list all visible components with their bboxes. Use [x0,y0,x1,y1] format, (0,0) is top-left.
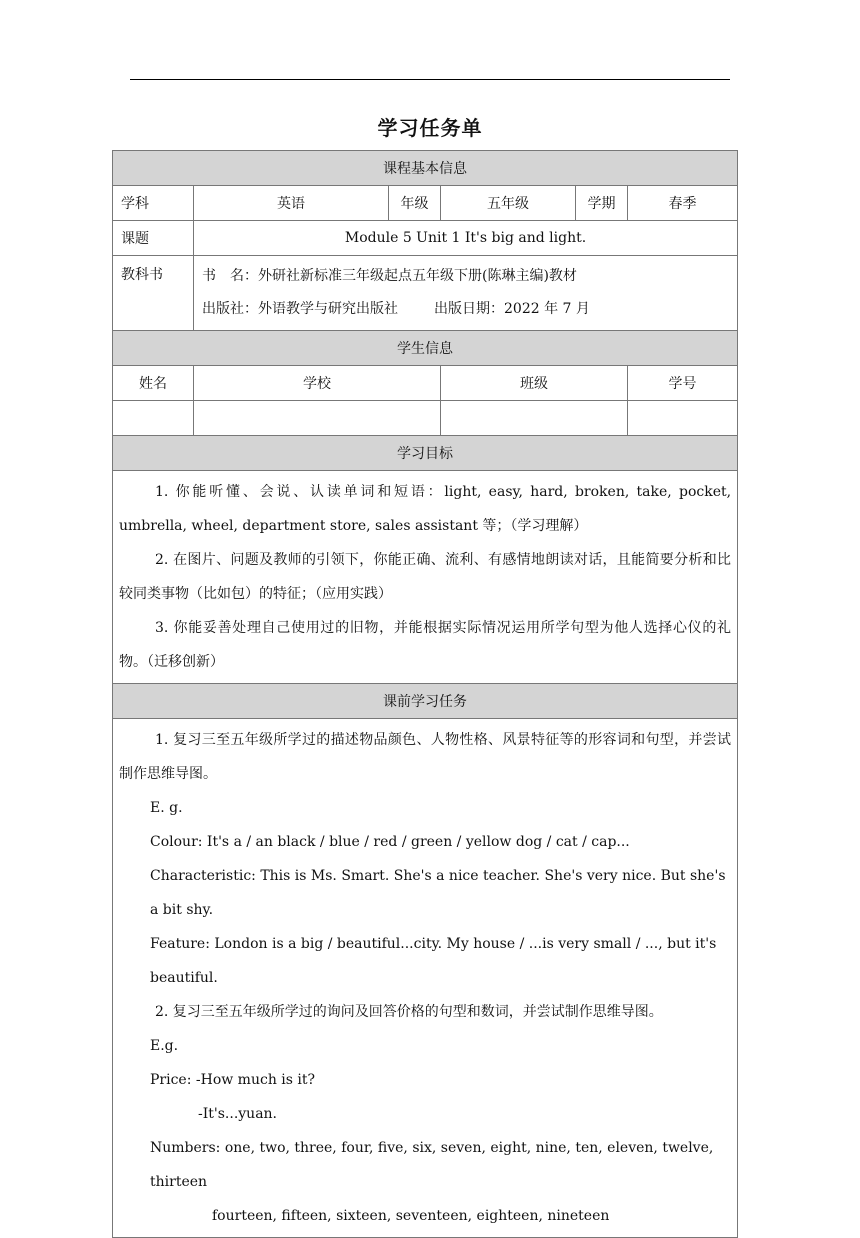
section-title: 课前学习任务 [113,684,738,719]
task-item: 1. 复习三至五年级所学过的描述物品颜色、人物性格、风景特征等的形容词和句型，并尝试制作思维导图。 [119,732,732,782]
grade-label: 年级 [389,186,441,221]
pre-class-row [113,719,738,1238]
textbook-details [194,256,738,331]
objectives-content [113,471,738,684]
header-rule [130,79,730,80]
task-sheet-table [112,150,738,1238]
section-title: 课程基本信息 [113,151,738,186]
textbook-label: 教科书 [113,256,194,331]
topic-label: 课题 [113,221,194,256]
publisher-line [202,293,737,326]
section-title: 学生信息 [113,331,738,366]
student-name-field[interactable] [113,401,194,436]
section-header-pre-class [113,684,738,719]
student-header-row [113,366,738,401]
textbook-row [113,256,738,331]
student-input-row [113,401,738,436]
section-header-student-info [113,331,738,366]
student-school-field[interactable] [194,401,441,436]
section-title: 学习目标 [113,436,738,471]
publisher: 出版社：外语教学与研究出版社 [202,301,398,317]
example-price-question: Price: -How much is it? [150,1072,316,1088]
objective-item: 1. 你能听懂、会说、认读单词和短语：light, easy, hard, broken, take, pocket, umbrella, wheel, department store, sales assistant 等；（学习理解） [119,484,732,534]
section-header-objectives [113,436,738,471]
term-label: 学期 [576,186,628,221]
example-numbers: Numbers: one, two, three, four, five, six, seven, eight, nine, ten, eleven, twelve, thirteen [150,1140,714,1190]
example-feature: Feature: London is a big / beautiful...city. My house / ...is very small / ..., but it's beautiful. [150,936,717,986]
example-label: E.g. [150,1038,179,1054]
course-meta-row [113,186,738,221]
subject-label: 学科 [113,186,194,221]
subject-value: 英语 [194,186,389,221]
task-item: 2. 复习三至五年级所学过的询问及回答价格的句型和数词，并尝试制作思维导图。 [155,1004,663,1020]
example-numbers-continued: fourteen, fifteen, sixteen, seventeen, eighteen, nineteen [212,1208,610,1224]
section-header-course-info [113,151,738,186]
pre-class-content [113,719,738,1238]
example-colour: Colour: It's a / an black / blue / red / green / yellow dog / cat / cap... [150,834,630,850]
book-name: 书 名：外研社新标准三年级起点五年级下册(陈琳主编)教材 [202,268,577,284]
student-id-field[interactable] [628,401,738,436]
topic-value: Module 5 Unit 1 It's big and light. [194,221,738,256]
student-class-header: 班级 [441,366,628,401]
document-title: 学习任务单 [377,116,483,140]
student-name-header: 姓名 [113,366,194,401]
student-school-header: 学校 [194,366,441,401]
grade-value: 五年级 [441,186,576,221]
objective-item: 3. 你能妥善处理自己使用过的旧物，并能根据实际情况运用所学句型为他人选择心仪的礼物。（迁移创新） [119,620,732,670]
objectives-row [113,471,738,684]
example-price-answer: -It's...yuan. [198,1106,278,1122]
publish-date: 出版日期：2022 年 7 月 [434,301,590,317]
example-label: E. g. [150,800,183,816]
student-id-header: 学号 [628,366,738,401]
student-class-field[interactable] [441,401,628,436]
topic-row [113,221,738,256]
example-characteristic: Characteristic: This is Ms. Smart. She's a nice teacher. She's very nice. But she's a bit shy. [150,868,726,918]
term-value: 春季 [628,186,738,221]
objective-item: 2. 在图片、问题及教师的引领下，你能正确、流利、有感情地朗读对话，且能简要分析和比较同类事物（比如包）的特征；（应用实践） [119,552,732,602]
